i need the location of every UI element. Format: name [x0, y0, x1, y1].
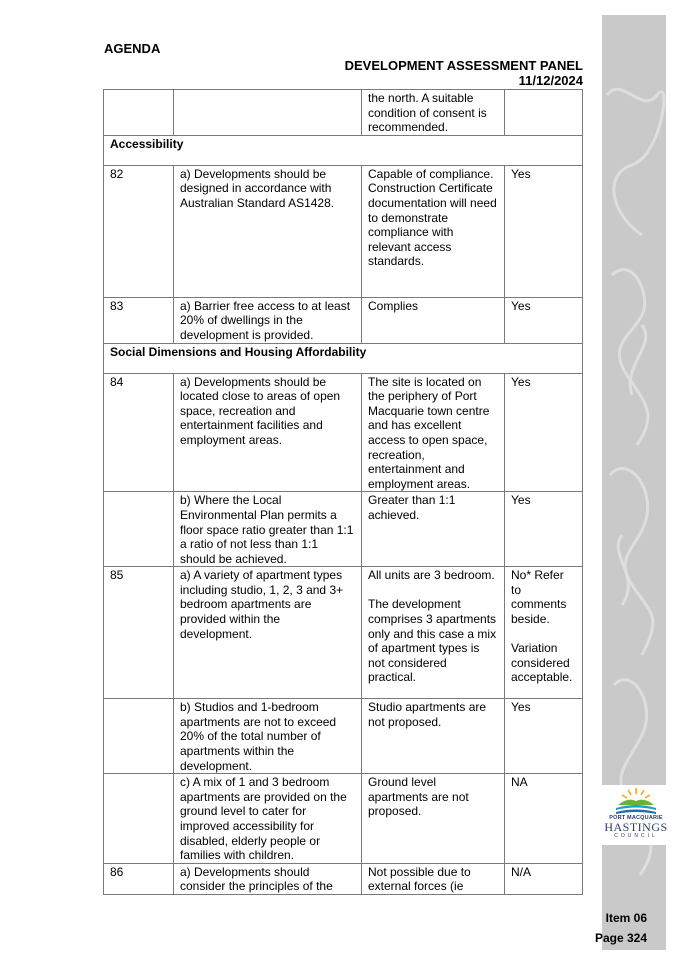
logo-line-2: HASTINGS: [604, 820, 668, 834]
table-row: [104, 699, 583, 774]
agenda-heading: AGENDA: [104, 41, 161, 56]
comment-cell: the north. A suitable condition of consent is recommended.: [362, 90, 505, 136]
meeting-date: 11/12/2024: [518, 73, 583, 88]
table-row: [104, 863, 583, 894]
requirement-cell: a) Barrier free access to at least 20% of dwellings in the development is provided.: [174, 297, 362, 343]
table-row: [104, 492, 583, 567]
comment-cell: Studio apartments are not proposed.: [362, 699, 505, 774]
compliance-cell: Yes: [505, 699, 583, 774]
page-number: Page 324: [594, 931, 647, 945]
table-row: [104, 567, 583, 699]
compliance-cell: NA: [505, 774, 583, 864]
comment-cell: Capable of compliance. Construction Certificate documentation will need to demonstrate compliance with relevant access standards.: [362, 165, 505, 297]
section-row: [104, 343, 583, 373]
clause-number: 83: [104, 297, 174, 343]
requirement-cell: c) A mix of 1 and 3 bedroom apartments are provided on the ground level to cater for improved accessibility for disabled, elderly people or families with children.: [174, 774, 362, 864]
comment-cell: Greater than 1:1 achieved.: [362, 492, 505, 567]
comment-cell: Complies: [362, 297, 505, 343]
compliance-cell: [505, 90, 583, 136]
item-number: Item 06: [605, 911, 647, 925]
comment-cell: All units are 3 bedroom. The development comprises 3 apartments only and this case a mix of apartment types is not considered practical.: [362, 567, 505, 699]
compliance-cell: No* Refer to comments beside. Variation considered acceptable.: [505, 567, 583, 699]
section-title: Accessibility: [104, 135, 583, 165]
requirement-cell: [174, 90, 362, 136]
assessment-table: [103, 89, 583, 895]
comment-cell: Ground level apartments are not proposed.: [362, 774, 505, 864]
council-logo: [600, 785, 672, 845]
comment-cell: Not possible due to external forces (ie: [362, 863, 505, 894]
clause-number: [104, 492, 174, 567]
requirement-cell: b) Studios and 1-bedroom apartments are not to exceed 20% of the total number of apartments within the development.: [174, 699, 362, 774]
clause-number: 85: [104, 567, 174, 699]
table-row: [104, 373, 583, 492]
compliance-cell: Yes: [505, 373, 583, 492]
clause-number: 86: [104, 863, 174, 894]
compliance-cell: Yes: [505, 297, 583, 343]
clause-number: 84: [104, 373, 174, 492]
compliance-cell: Yes: [505, 492, 583, 567]
clause-number: [104, 90, 174, 136]
requirement-cell: b) Where the Local Environmental Plan permits a floor space ratio greater than 1:1 a ratio of not less than 1:1 should be achieved.: [174, 492, 362, 567]
section-title: Social Dimensions and Housing Affordability: [104, 343, 583, 373]
sun-landscape-icon: [614, 785, 658, 815]
requirement-cell: a) Developments should be located close to areas of open space, recreation and entertainment facilities and employment areas.: [174, 373, 362, 492]
compliance-cell: N/A: [505, 863, 583, 894]
requirement-cell: a) Developments should be designed in accordance with Australian Standard AS1428.: [174, 165, 362, 297]
requirement-cell: a) A variety of apartment types including studio, 1, 2, 3 and 3+ bedroom apartments are provided within the development.: [174, 567, 362, 699]
panel-heading: DEVELOPMENT ASSESSMENT PANEL: [344, 58, 583, 73]
clause-number: [104, 774, 174, 864]
section-row: [104, 135, 583, 165]
comment-cell: The site is located on the periphery of Port Macquarie town centre and has excellent access to open space, recreation, entertainment and employment areas.: [362, 373, 505, 492]
clause-number: 82: [104, 165, 174, 297]
table-row: [104, 297, 583, 343]
requirement-cell: a) Developments should consider the principles of the: [174, 863, 362, 894]
table-row: [104, 165, 583, 297]
compliance-cell: Yes: [505, 165, 583, 297]
logo-line-1: PORT MACQUARIE: [609, 815, 663, 821]
clause-number: [104, 699, 174, 774]
table-row: [104, 90, 583, 136]
logo-line-3: COUNCIL: [614, 833, 658, 839]
table-row: [104, 774, 583, 864]
